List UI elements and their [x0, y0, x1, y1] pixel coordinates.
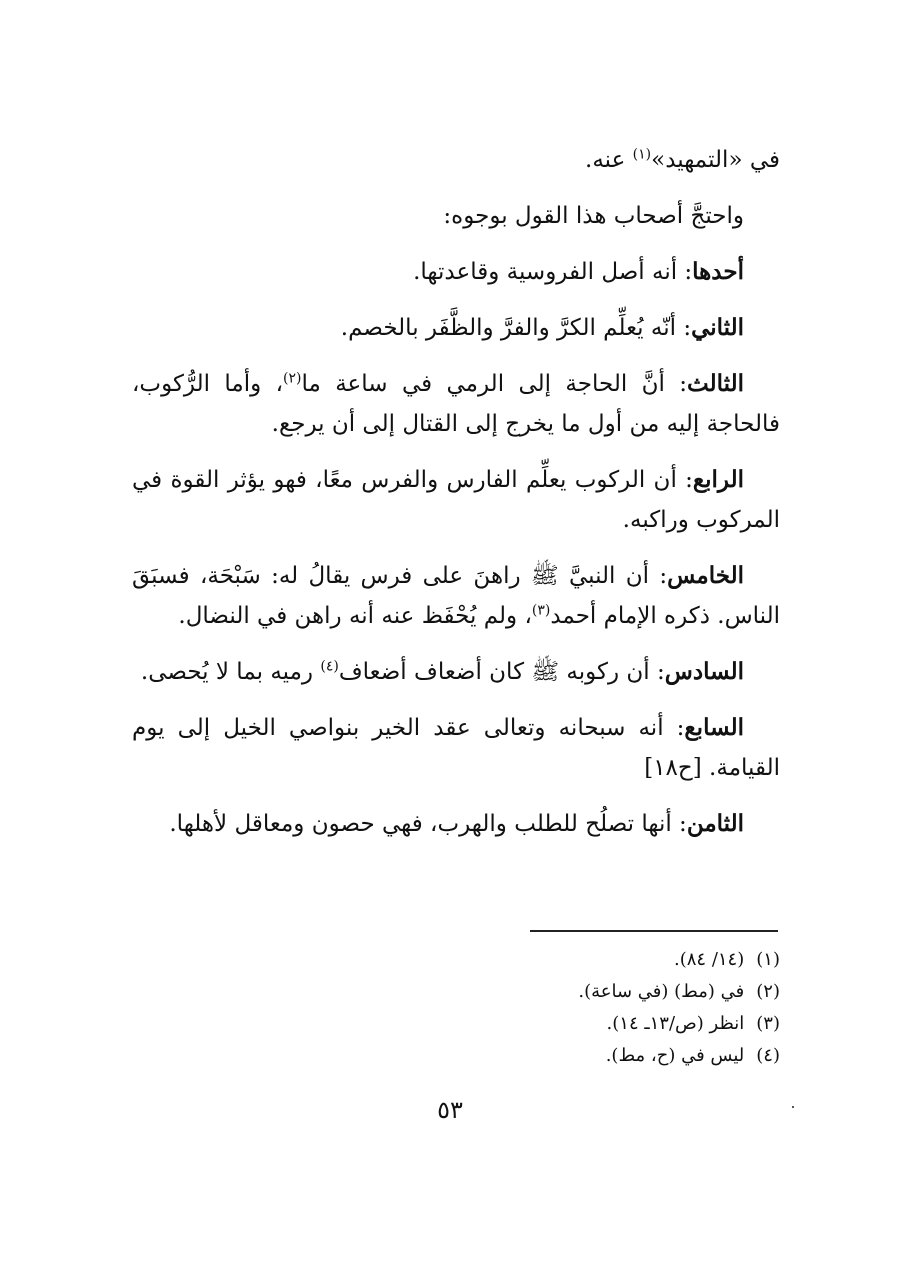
point-heading: الرابع — [692, 466, 744, 493]
paragraph-point-1 — [132, 252, 780, 292]
footnote-number: (١) — [756, 949, 780, 970]
footnote-text: انظر (ص/١٣ـ ١٤). — [606, 1013, 745, 1034]
paragraph-text: : أنّه يُعلِّم الكرَّ والفرَّ والظَّفَر بالخصم. — [340, 315, 692, 341]
footnote-number: (٢) — [756, 981, 780, 1002]
footnote-divider — [530, 930, 778, 932]
paragraph-point-8 — [132, 804, 780, 844]
point-heading: الثامن — [686, 810, 744, 837]
paragraph-text: في «التمهيد» — [651, 147, 780, 173]
footnote-mark: (١) — [632, 146, 652, 163]
point-heading: الثالث — [687, 370, 744, 397]
footnote-item — [360, 1040, 780, 1072]
footnote-text: (١٤/ ٨٤). — [674, 949, 745, 970]
footnote-item — [360, 1008, 780, 1040]
footnote-number: (٣) — [756, 1013, 780, 1034]
paragraph-intro — [132, 196, 780, 236]
paragraph-text: : أنه أصل الفروسية وقاعدتها. — [413, 259, 693, 285]
paragraph-point-7 — [132, 708, 780, 788]
paragraph-point-5 — [132, 556, 780, 636]
paragraph-text: : أنَّ الحاجة إلى الرمي في ساعة ما — [301, 371, 688, 397]
paragraph-text-after: عنه. — [585, 147, 633, 173]
paragraph-continuation — [132, 140, 780, 180]
paragraph-text-after: ، وأما الرُّكوب، فالحاجة إليه من أول ما يخرج إلى القتال إلى أن يرجع. — [132, 371, 780, 437]
paragraph-text-after: ، ولم يُحْفَظ عنه أنه راهن في النضال. — [178, 603, 532, 629]
point-heading: السابع — [684, 714, 744, 741]
footnote-text: ليس في (ح، مط). — [605, 1045, 745, 1066]
paragraph-text: : أن النبيَّ ﷺ راهنَ على فرس يقالُ له: سَبْحَة، فسبَقَ الناس. ذكره الإمام أحمد — [132, 563, 780, 629]
paragraph-point-4 — [132, 460, 780, 540]
paragraph-text: واحتجَّ أصحاب هذا القول بوجوه: — [443, 203, 744, 229]
paragraph-point-6 — [132, 652, 780, 692]
footnote-text: في (مط) (في ساعة). — [578, 981, 745, 1002]
paragraph-text: : أن ركوبه ﷺ كان أضعاف أضعاف — [338, 659, 665, 685]
point-heading: الخامس — [667, 562, 744, 589]
paragraph-point-3 — [132, 364, 780, 444]
paragraph-text: : أنه سبحانه وتعالى عقد الخير بنواصي الخيل إلى يوم القيامة. [ح١٨] — [132, 715, 780, 781]
paragraph-text-after: رميه بما لا يُحصى. — [140, 659, 321, 685]
point-heading: السادس — [664, 658, 744, 685]
paragraph-text: : أنها تصلُح للطلب والهرب، فهي حصون ومعاقل لأهلها. — [169, 811, 687, 837]
point-heading: الثاني — [691, 314, 744, 341]
footnote-item — [360, 944, 780, 976]
page-number: ٥٣ — [437, 1096, 463, 1124]
footnote-mark: (٣) — [531, 602, 551, 619]
footnote-item — [360, 976, 780, 1008]
footnotes — [360, 944, 780, 1072]
paragraph-point-2 — [132, 308, 780, 348]
scan-speck — [792, 1106, 794, 1108]
point-heading: أحدها — [692, 258, 744, 285]
body-text — [132, 140, 780, 860]
footnote-number: (٤) — [756, 1045, 780, 1066]
footnote-mark: (٤) — [320, 658, 339, 675]
footnote-mark: (٢) — [283, 370, 302, 387]
paragraph-text: : أن الركوب يعلِّم الفارس والفرس معًا، فهو يؤثر القوة في المركوب وراكبه. — [132, 467, 780, 533]
